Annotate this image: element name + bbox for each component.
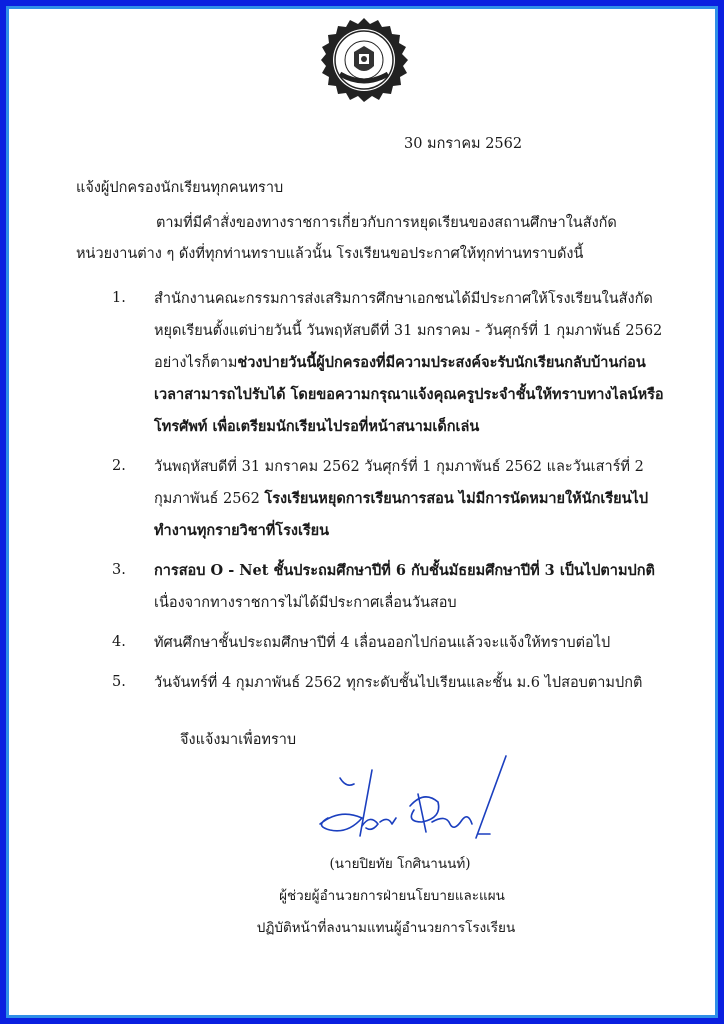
item-line: โทรศัพท์ เพื่อเตรียมนักเรียนไปรอที่หน้าสนามเด็กเล่น — [154, 418, 480, 435]
announcement-list — [112, 283, 672, 699]
item-number: 1. — [112, 290, 126, 306]
list-item — [112, 667, 672, 699]
handwritten-signature — [300, 748, 520, 848]
letter-greeting: แจ้งผู้ปกครองนักเรียนทุกคนทราบ — [76, 180, 284, 196]
item-line: เวลาสามารถไปรับได้ โดยขอความกรุณาแจ้งคุณครูประจำชั้นให้ทราบทางไลน์หรือ — [154, 386, 664, 403]
item-number: 2. — [112, 458, 126, 474]
list-item — [112, 627, 672, 659]
item-number: 5. — [112, 674, 126, 690]
intro-line: ตามที่มีคำสั่งของทางราชการเกี่ยวกับการหยุดเรียนของสถานศึกษาในสังกัด — [156, 215, 617, 231]
item-number: 3. — [112, 562, 126, 578]
signatory-name: (นายปิยทัย โกศินานนท์) — [329, 856, 471, 872]
item-number: 4. — [112, 634, 126, 650]
signatory-title: ผู้ช่วยผู้อำนวยการฝ่ายนโยบายและแผน — [279, 888, 505, 904]
letter-date: 30 มกราคม 2562 — [404, 136, 523, 152]
item-text — [154, 667, 672, 699]
signatory-title: ปฏิบัติหน้าที่ลงนามแทนผู้อำนวยการโรงเรียน — [256, 920, 516, 936]
list-item — [112, 555, 672, 619]
closing-line: จึงแจ้งมาเพื่อทราบ — [180, 732, 297, 748]
intro-paragraph — [76, 208, 666, 270]
item-text — [154, 555, 672, 619]
item-line: วันจันทร์ที่ 4 กุมภาพันธ์ 2562 ทุกระดับชั้นไปเรียนและชั้น ม.6 ไปสอบตามปกติ — [154, 675, 643, 691]
school-seal-logo — [318, 16, 410, 108]
item-line: กุมภาพันธ์ 2562 โรงเรียนหยุดการเรียนการสอน ไม่มีการนัดหมายให้นักเรียนไป — [154, 490, 649, 507]
item-line: สำนักงานคณะกรรมการส่งเสริมการศึกษาเอกชนได้มีประกาศให้โรงเรียนในสังกัด — [154, 291, 653, 307]
item-line: ทัศนศึกษาชั้นประถมศึกษาปีที่ 4 เลื่อนออกไปก่อนแล้วจะแจ้งให้ทราบต่อไป — [154, 635, 611, 651]
list-item — [112, 451, 672, 547]
list-item — [112, 283, 672, 443]
item-line: การสอบ O - Net ชั้นประถมศึกษาปีที่ 6 กับชั้นมัธยมศึกษาปีที่ 3 เป็นไปตามปกติ — [154, 562, 655, 579]
item-line: หยุดเรียนตั้งแต่บ่ายวันนี้ วันพฤหัสบดีที่ 31 มกราคม - วันศุกร์ที่ 1 กุมภาพันธ์ 2562 — [154, 323, 663, 339]
item-line: อย่างไรก็ตามช่วงบ่ายวันนี้ผู้ปกครองที่มีความประสงค์จะรับนักเรียนกลับบ้านก่อน — [154, 354, 646, 371]
intro-line: หน่วยงานต่าง ๆ ดังที่ทุกท่านทราบแล้วนั้น โรงเรียนขอประกาศให้ทุกท่านทราบดังนี้ — [76, 246, 584, 262]
item-text — [154, 627, 672, 659]
item-line: ทำงานทุกรายวิชาที่โรงเรียน — [154, 522, 330, 539]
item-text — [154, 451, 672, 547]
item-line: วันพฤหัสบดีที่ 31 มกราคม 2562 วันศุกร์ที่ 1 กุมภาพันธ์ 2562 และวันเสาร์ที่ 2 — [154, 459, 644, 475]
item-line: เนื่องจากทางราชการไม่ได้มีประกาศเลื่อนวันสอบ — [154, 595, 457, 611]
item-text — [154, 283, 672, 443]
